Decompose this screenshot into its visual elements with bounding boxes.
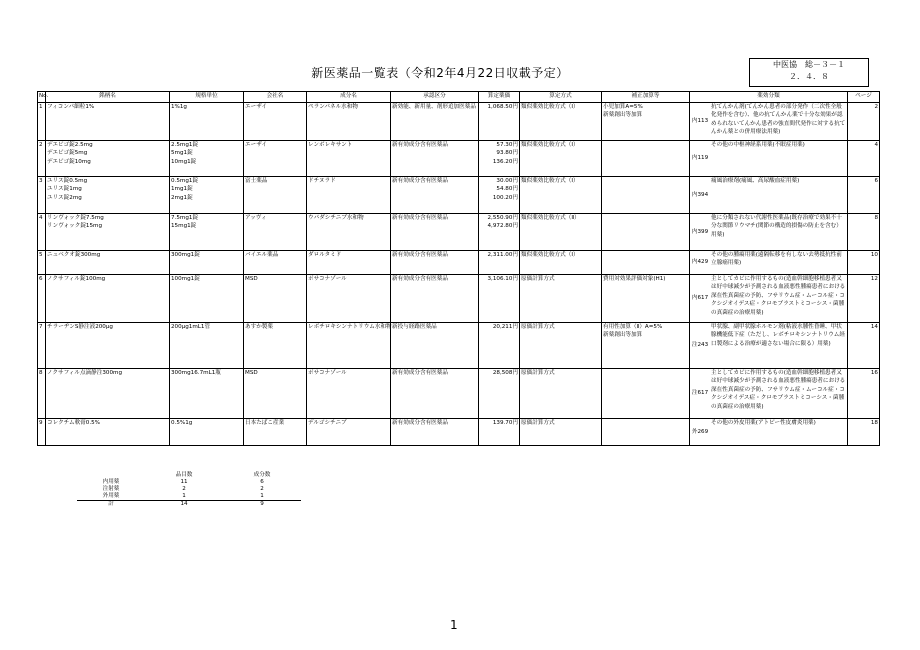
header-brand: 銘柄名 [46, 92, 170, 103]
cell-spec [170, 419, 244, 446]
price-value: 136.20円 [492, 158, 518, 165]
price-value: 57.30円 [496, 142, 518, 148]
summary-total-row [77, 501, 301, 509]
cell-no: 9 [38, 419, 46, 446]
summary-ingredients: 1 [260, 493, 264, 499]
table-row [38, 323, 880, 369]
price-value: 1,068.50円 [487, 104, 518, 110]
summary-table [77, 472, 301, 508]
brand-name: ノクサフィル錠100mg [47, 276, 106, 282]
cell-brand-name [46, 141, 170, 177]
brand-name: デエビゴ錠5mg [47, 150, 88, 157]
spec-unit: 7.5mg1錠 [171, 215, 199, 221]
adjust-item: 新薬創出等加算 [603, 332, 643, 339]
stamp-line-1: 中医協 総－３－１ [773, 60, 845, 69]
cell-spec [170, 141, 244, 177]
cell-price [479, 214, 520, 251]
efficacy-text: 他に分類されない代謝性医薬品(既存治療で効果不十分な関節リウマチ(関節の構造的損傷の防止を含む）用薬) [711, 215, 842, 238]
cell-company: MSD [244, 275, 307, 323]
cell-approval: 新有効成分含有医薬品 [391, 214, 479, 251]
spec-unit: 0.5%1g [171, 420, 193, 426]
cell-adjust [602, 369, 690, 419]
cell-efficacy [690, 419, 848, 446]
cell-approval: 新投与経路医薬品 [391, 323, 479, 369]
price-value: 30.00円 [496, 178, 518, 184]
cell-no: 8 [38, 369, 46, 419]
price-value: 2,311.00円 [487, 252, 518, 258]
adjust-item: 費用対効果評価対象(H1) [603, 276, 666, 282]
efficacy-text: 痛風治療剤(痛風、高尿酸血症用薬) [711, 178, 800, 184]
cell-method: 類似薬効比較方式（Ⅰ） [520, 177, 602, 214]
brand-name: ユリス錠0.5mg [47, 178, 88, 184]
spec-unit: 5mg1錠 [171, 150, 193, 157]
brand-name: デエビゴ錠2.5mg [47, 142, 93, 148]
summary-total-label: 計 [77, 501, 145, 509]
summary-header-items: 品目数 [175, 472, 193, 478]
header-ingredient: 成分名 [307, 92, 391, 103]
spec-unit: 300mg16.7mL1瓶 [171, 370, 221, 376]
cell-brand-name [46, 323, 170, 369]
cell-adjust [602, 323, 690, 369]
category-code: 注617 [691, 390, 709, 397]
summary-items: 1 [182, 493, 186, 499]
cell-ingredient: ポサコナゾール [307, 369, 391, 419]
category-code: 外269 [691, 428, 709, 435]
spec-unit: 15mg1錠 [171, 223, 197, 230]
adjust-item: 有用性加算（Ⅱ）A=5% [603, 324, 663, 330]
cell-no: 7 [38, 323, 46, 369]
header-method: 算定方式 [520, 92, 602, 103]
cell-no: 5 [38, 251, 46, 275]
price-value: 2,550.90円 [487, 215, 518, 221]
brand-name: リンヴォック錠7.5mg [47, 215, 104, 221]
header-approval: 承認区分 [391, 92, 479, 103]
table-row [38, 214, 880, 251]
cell-no: 6 [38, 275, 46, 323]
cell-adjust [602, 141, 690, 177]
price-value: 20,211円 [492, 324, 518, 330]
brand-name: チラーヂンS静注液200μg [47, 324, 113, 330]
cell-spec [170, 323, 244, 369]
summary-row [77, 479, 301, 486]
cell-brand-name [46, 369, 170, 419]
summary-items: 2 [182, 486, 186, 492]
cell-ingredient: ドチヌラド [307, 177, 391, 214]
cell-company: エーザイ [244, 103, 307, 141]
summary-items: 11 [180, 479, 188, 485]
cell-company: MSD [244, 369, 307, 419]
summary-total-items: 14 [145, 501, 223, 509]
cell-adjust [602, 275, 690, 323]
cell-approval: 新有効成分含有医薬品 [391, 275, 479, 323]
cell-efficacy [690, 323, 848, 369]
price-value: 100.20円 [492, 194, 518, 201]
table-row [38, 369, 880, 419]
cell-brand-name [46, 419, 170, 446]
table-row [38, 275, 880, 323]
cell-company: 日本たばこ産業 [244, 419, 307, 446]
table-row [38, 419, 880, 446]
cell-page: 2 [848, 103, 880, 141]
table-row [38, 103, 880, 141]
header-efficacy: 薬効分類 [690, 92, 848, 103]
summary-total-ingredients: 9 [223, 501, 301, 509]
cell-brand-name [46, 251, 170, 275]
spec-unit: 300mg1錠 [171, 252, 200, 258]
cell-price [479, 103, 520, 141]
cell-brand-name [46, 214, 170, 251]
cell-method: 原価計算方式 [520, 323, 602, 369]
brand-name: ノクサフィル点滴静注300mg [47, 370, 122, 376]
category-code: 内429 [691, 259, 709, 266]
cell-adjust [602, 251, 690, 275]
category-code: 内119 [691, 155, 709, 162]
cell-no: 2 [38, 141, 46, 177]
document-stamp [749, 58, 869, 87]
cell-no: 3 [38, 177, 46, 214]
table-row [38, 141, 880, 177]
cell-method: 類似薬効比較方式（Ⅰ） [520, 251, 602, 275]
cell-efficacy [690, 103, 848, 141]
price-value: 93.80円 [496, 150, 518, 157]
price-value: 4,972.80円 [487, 223, 518, 230]
cell-adjust [602, 103, 690, 141]
header-page: ページ [848, 92, 880, 103]
efficacy-text: その他の腫瘍用薬(遠隔転移を有しない去勢抵抗性前立腺癌用薬) [711, 252, 842, 267]
cell-method: 原価計算方式 [520, 369, 602, 419]
page-title: 新医薬品一覧表（令和2年4月22日収載予定） [311, 66, 569, 80]
price-value: 28,508円 [492, 370, 518, 376]
cell-price [479, 419, 520, 446]
cell-page: 6 [848, 177, 880, 214]
cell-ingredient: ポサコナゾール [307, 275, 391, 323]
header-spec: 規格単位 [170, 92, 244, 103]
price-value: 3,106.10円 [487, 276, 518, 282]
efficacy-text: 抗てんかん剤(てんかん患者の部分発作（二次性全般化発作を含む）、他の抗てんかん薬で十分な効果が認められないてんかん患者の強直間代発作に対する抗てんかん薬との併用療法用薬) [711, 104, 846, 136]
cell-method: 原価計算方式 [520, 275, 602, 323]
cell-spec [170, 177, 244, 214]
brand-name: デエビゴ錠10mg [47, 158, 91, 165]
page-number: 1 [450, 618, 458, 632]
brand-name: ユリス錠2mg [47, 194, 82, 201]
header-company: 会社名 [244, 92, 307, 103]
summary-label: 外用薬 [102, 493, 120, 499]
spec-unit: 2mg1錠 [171, 194, 193, 201]
cell-efficacy [690, 214, 848, 251]
header-no: No. [38, 92, 46, 103]
efficacy-text: 主としてカビに作用するもの(造血幹細胞移植患者又は好中球減少が予測される血液悪性腫瘍患者における深在性真菌症の予防、フサリウム症・ムーコル症・コクシジオイデス症・クロモブラストミコーシス・菌腫の真菌症の治療用薬) [711, 370, 846, 410]
cell-ingredient: ウパダシチニブ水和物 [307, 214, 391, 251]
table-header-row [38, 92, 880, 103]
summary-row [77, 493, 301, 501]
cell-efficacy [690, 251, 848, 275]
cell-approval: 新有効成分含有医薬品 [391, 251, 479, 275]
cell-spec [170, 214, 244, 251]
spec-unit: 0.5mg1錠 [171, 178, 199, 184]
header-price: 算定薬価 [479, 92, 520, 103]
cell-page: 12 [848, 275, 880, 323]
table-row [38, 177, 880, 214]
summary-ingredients: 6 [260, 479, 264, 485]
brand-name: コレクチム軟膏0.5% [47, 420, 100, 426]
cell-company: アッヴィ [244, 214, 307, 251]
cell-ingredient: レボチロキシンナトリウム水和物 [307, 323, 391, 369]
cell-page: 8 [848, 214, 880, 251]
header-adjust: 補正加算等 [602, 92, 690, 103]
cell-method: 類似薬効比較方式（Ⅱ） [520, 214, 602, 251]
cell-efficacy [690, 275, 848, 323]
spec-unit: 2.5mg1錠 [171, 142, 199, 148]
spec-unit: 1%1g [171, 104, 187, 110]
efficacy-text: 甲状腺、副甲状腺ホルモン剤(粘液水腫性昏睡、甲状腺機能低下症（ただし、レボチロキシンナトリウム経口製剤による治療が適さない場合に限る）用薬) [711, 324, 845, 347]
cell-method: 原価計算方式 [520, 419, 602, 446]
drug-list-table [37, 91, 880, 446]
cell-brand-name [46, 103, 170, 141]
spec-unit: 200μg1mL1管 [171, 324, 211, 330]
summary-label: 注射薬 [102, 486, 120, 492]
cell-page: 16 [848, 369, 880, 419]
cell-price [479, 369, 520, 419]
cell-approval: 新効能、新用量、剤形追加医薬品 [391, 103, 479, 141]
cell-method: 類似薬効比較方式（Ⅰ） [520, 141, 602, 177]
cell-no: 4 [38, 214, 46, 251]
cell-approval: 新有効成分含有医薬品 [391, 419, 479, 446]
brand-name: フィコンパ細粒1% [47, 104, 95, 110]
cell-company: 富士薬品 [244, 177, 307, 214]
cell-brand-name [46, 275, 170, 323]
efficacy-text: 主としてカビに作用するもの(造血幹細胞移植患者又は好中球減少が予測される血液悪性腫瘍患者における深在性真菌症の予防、フサリウム症・ムーコル症・コクシジオイデス症・クロモブラストミコーシス・菌腫の真菌症の治療用薬) [711, 276, 846, 316]
cell-price [479, 251, 520, 275]
summary-label: 内用薬 [102, 479, 120, 485]
cell-spec [170, 251, 244, 275]
cell-efficacy [690, 369, 848, 419]
cell-page: 14 [848, 323, 880, 369]
spec-unit: 100mg1錠 [171, 276, 200, 282]
cell-spec [170, 103, 244, 141]
summary-header-ingredients: 成分数 [253, 472, 271, 478]
cell-company: バイエル薬品 [244, 251, 307, 275]
cell-no: 1 [38, 103, 46, 141]
efficacy-text: その他の外皮用薬(アトピー性皮膚炎用薬) [711, 420, 816, 426]
cell-approval: 新有効成分含有医薬品 [391, 141, 479, 177]
cell-adjust [602, 214, 690, 251]
summary-row [77, 486, 301, 493]
spec-unit: 1mg1錠 [171, 186, 193, 193]
cell-spec [170, 275, 244, 323]
cell-adjust [602, 419, 690, 446]
cell-price [479, 323, 520, 369]
cell-price [479, 177, 520, 214]
cell-spec [170, 369, 244, 419]
cell-ingredient: デルゴシチニブ [307, 419, 391, 446]
cell-method: 類似薬効比較方式（Ⅰ） [520, 103, 602, 141]
cell-company: あすか製薬 [244, 323, 307, 369]
category-code: 内394 [691, 191, 709, 198]
category-code: 内617 [691, 295, 709, 302]
cell-page: 10 [848, 251, 880, 275]
adjust-item: 小児加算A=5% [603, 104, 643, 110]
cell-ingredient: ダロルタミド [307, 251, 391, 275]
summary-header-row [77, 472, 301, 479]
cell-price [479, 141, 520, 177]
cell-brand-name [46, 177, 170, 214]
brand-name: リンヴォック錠15mg [47, 223, 103, 230]
summary-ingredients: 2 [260, 486, 264, 492]
cell-ingredient: レンボレキサント [307, 141, 391, 177]
category-code: 注243 [691, 342, 709, 349]
efficacy-text: その他の中枢神経系用薬(不眠症用薬) [711, 142, 805, 148]
cell-adjust [602, 177, 690, 214]
brand-name: ニュベクオ錠300mg [47, 252, 101, 258]
cell-ingredient: ペランパネル水和物 [307, 103, 391, 141]
cell-price [479, 275, 520, 323]
cell-company: エーザイ [244, 141, 307, 177]
category-code: 内399 [691, 228, 709, 235]
brand-name: ユリス錠1mg [47, 186, 82, 193]
table-row [38, 251, 880, 275]
adjust-item: 新薬創出等加算 [603, 112, 643, 119]
cell-approval: 新有効成分含有医薬品 [391, 177, 479, 214]
cell-page: 18 [848, 419, 880, 446]
price-value: 54.80円 [496, 186, 518, 193]
spec-unit: 10mg1錠 [171, 158, 197, 165]
price-value: 139.70円 [492, 420, 518, 426]
stamp-line-2: ２．４．８ [789, 72, 829, 81]
cell-approval: 新有効成分含有医薬品 [391, 369, 479, 419]
cell-efficacy [690, 141, 848, 177]
category-code: 内113 [691, 118, 709, 125]
cell-efficacy [690, 177, 848, 214]
cell-page: 4 [848, 141, 880, 177]
